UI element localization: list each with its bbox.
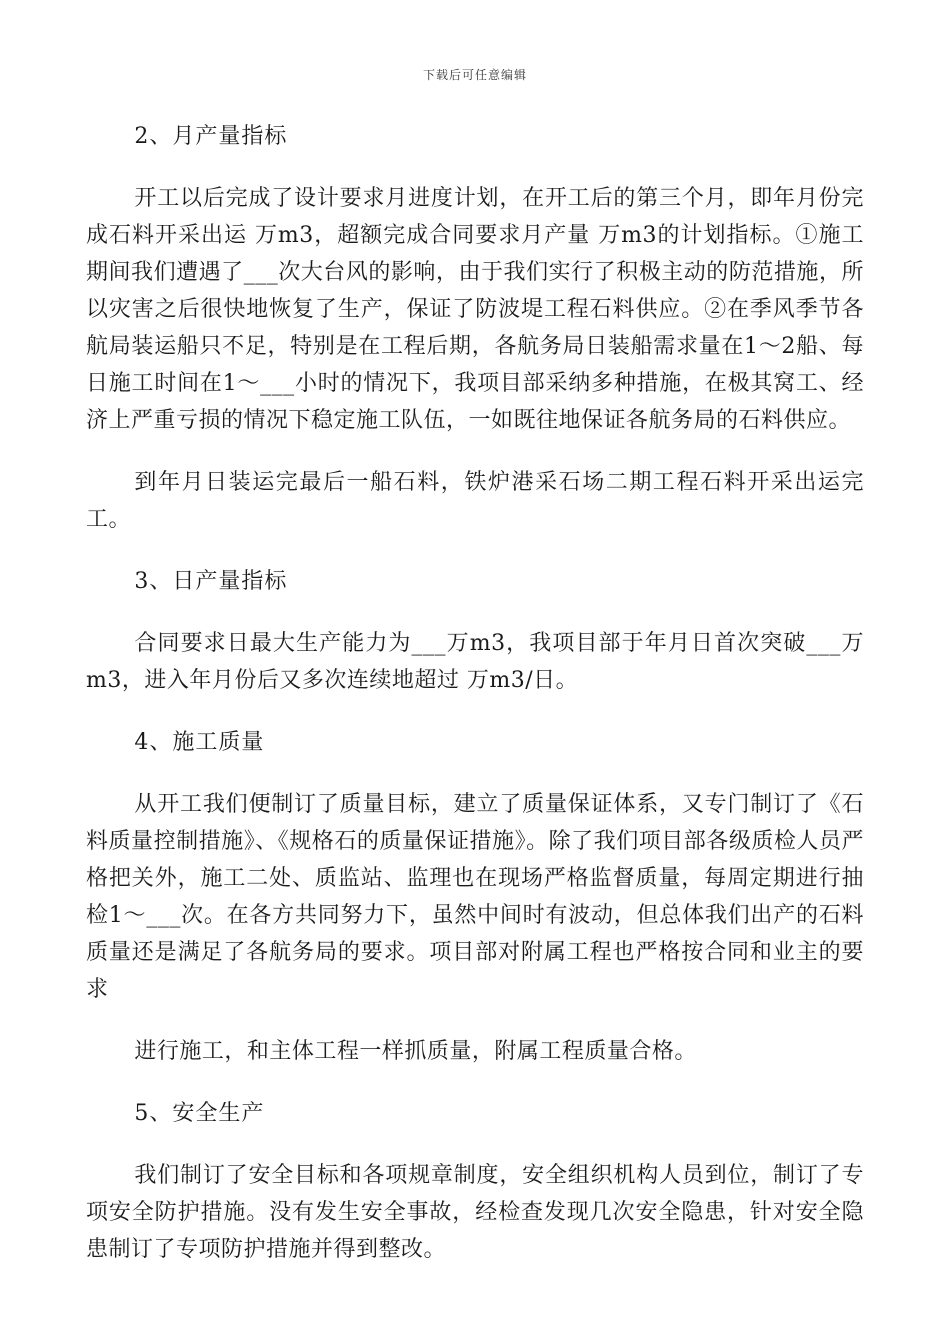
paragraph-monthly-output: 开工以后完成了设计要求月进度计划，在开工后的第三个月，即年月份完成石料开采出运 万m3，超额完成合同要求月产量 万m3的计划指标。①施工期间我们遭遇了___次大台风的影响，由于我们实行了积极主动的防范措施，所以灾害之后很快地恢复了生产，保证了防波堤工程石料供应。②在季风季节各航局装运船只不足，特别是在工程后期，各航务局日装船需求量在1～2船、每日施工时间在1～___小时的情况下，我项目部采纳多种措施，在极其窝工、经济上严重亏损的情况下稳定施工队伍，一如既往地保证各航务局的石料供应。 [86,186,864,433]
paragraph-construction-quality: 从开工我们便制订了质量目标，建立了质量保证体系，又专门制订了《石料质量控制措施》、《规格石的质量保证措施》。除了我们项目部各级质检人员严格把关外，施工二处、质监站、监理也在现场严格监督质量，每周定期进行抽检1～___次。在各方共同努力下，虽然中间时有波动，但总体我们出产的石料质量还是满足了各航务局的要求。项目部对附属工程也严格按合同和业主的要求 [86,792,864,1002]
section-heading-construction-quality: 4、施工质量 [134,730,265,755]
section-heading-daily-output: 3、日产量指标 [134,569,288,594]
section-heading-monthly-output: 2、月产量指标 [134,124,288,149]
document-body [86,118,864,1293]
paragraph-safety: 我们制订了安全目标和各项规章制度，安全组织机构人员到位，制订了专项安全防护措施。没有发生安全事故，经检查发现几次安全隐患，针对安全隐患制订了专项防护措施并得到整改。 [86,1163,864,1262]
paragraph-daily-output: 合同要求日最大生产能力为___万m3，我项目部于年月日首次突破___万m3，进入年月份后又多次连续地超过 万m3/日。 [86,631,864,693]
section-heading-safety: 5、安全生产 [134,1101,265,1126]
paragraph-auxiliary-quality: 进行施工，和主体工程一样抓质量，附属工程质量合格。 [134,1039,697,1064]
paragraph-completion: 到年月日装运完最后一船石料，铁炉港采石场二期工程石料开采出运完工。 [86,470,864,532]
page-header: 下载后可任意编辑 [422,68,527,82]
